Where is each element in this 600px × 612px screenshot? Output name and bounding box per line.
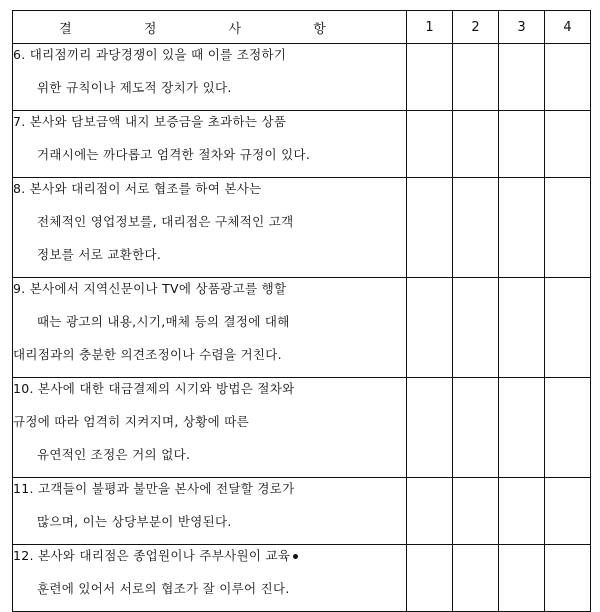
item-text: 때는 광고의 내용,시기,매체 등의 결정에 대해 [37, 314, 290, 329]
item-cell [13, 44, 407, 111]
answer-cell-1[interactable] [407, 278, 453, 378]
survey-sheet [12, 10, 590, 594]
answer-cell-4[interactable] [545, 111, 591, 178]
item-text: 규정에 따라 엄격히 지켜지며, 상황에 따른 [13, 414, 250, 429]
answer-cell-3[interactable] [499, 111, 545, 178]
item-cell [13, 111, 407, 178]
item-text: 정보를 서로 교환한다. [37, 247, 162, 262]
item-text: 7. 본사와 담보금액 내지 보증금을 초과하는 상품 [13, 114, 287, 129]
answer-cell-2[interactable] [453, 178, 499, 278]
survey-table [12, 10, 591, 612]
item-text: 거래시에는 까다롭고 엄격한 절차와 규정이 있다. [37, 147, 311, 162]
table-row [13, 545, 591, 612]
table-row [13, 278, 591, 378]
item-cell [13, 545, 407, 612]
answer-cell-1[interactable] [407, 478, 453, 545]
answer-cell-1[interactable] [407, 178, 453, 278]
answer-cell-1[interactable] [407, 545, 453, 612]
item-text: 전체적인 영업정보를, 대리점은 구체적인 고객 [37, 214, 294, 229]
item-text: 위한 규칙이나 제도적 장치가 있다. [37, 80, 232, 95]
answer-cell-2[interactable] [453, 44, 499, 111]
answer-cell-3[interactable] [499, 545, 545, 612]
header-row [13, 11, 591, 44]
answer-cell-4[interactable] [545, 178, 591, 278]
scale-header-4: 4 [545, 11, 591, 44]
table-row [13, 378, 591, 478]
table-row [13, 111, 591, 178]
item-text: 많으며, 이는 상당부분이 반영된다. [37, 514, 232, 529]
item-text: 대리점과의 충분한 의견조정이나 수렴을 거친다. [13, 347, 282, 362]
answer-cell-2[interactable] [453, 111, 499, 178]
answer-cell-2[interactable] [453, 478, 499, 545]
answer-cell-1[interactable] [407, 378, 453, 478]
scale-header-3: 3 [499, 11, 545, 44]
answer-cell-2[interactable] [453, 545, 499, 612]
answer-cell-4[interactable] [545, 545, 591, 612]
item-cell [13, 478, 407, 545]
bullet-dot-icon [293, 554, 298, 559]
answer-cell-4[interactable] [545, 278, 591, 378]
item-text: 12. 본사와 대리점은 종업원이나 주부사원이 교육 [13, 548, 291, 563]
item-text: 훈련에 있어서 서로의 협조가 잘 이루어 진다. [37, 581, 290, 596]
item-text: 10. 본사에 대한 대금결제의 시기와 방법은 절차와 [13, 381, 295, 396]
item-cell [13, 378, 407, 478]
scale-header-1: 1 [407, 11, 453, 44]
item-cell [13, 178, 407, 278]
item-text: 9. 본사에서 지역신문이나 TV에 상품광고를 행할 [13, 281, 287, 296]
item-column-header: 결 정 사 항 [13, 11, 407, 44]
scale-header-2: 2 [453, 11, 499, 44]
item-text: 11. 고객들이 불평과 불만을 본사에 전달할 경로가 [13, 481, 295, 496]
table-row [13, 478, 591, 545]
answer-cell-1[interactable] [407, 111, 453, 178]
item-text: 6. 대리점끼리 과당경쟁이 있을 때 이를 조정하기 [13, 47, 287, 62]
answer-cell-4[interactable] [545, 44, 591, 111]
answer-cell-3[interactable] [499, 478, 545, 545]
item-text: 8. 본사와 대리점이 서로 협조를 하여 본사는 [13, 181, 262, 196]
answer-cell-3[interactable] [499, 278, 545, 378]
table-row [13, 178, 591, 278]
answer-cell-1[interactable] [407, 44, 453, 111]
item-text: 유연적인 조정은 거의 없다. [37, 447, 191, 462]
item-cell [13, 278, 407, 378]
answer-cell-2[interactable] [453, 278, 499, 378]
answer-cell-3[interactable] [499, 378, 545, 478]
answer-cell-4[interactable] [545, 478, 591, 545]
answer-cell-4[interactable] [545, 378, 591, 478]
answer-cell-3[interactable] [499, 44, 545, 111]
item-text-wrap [13, 545, 406, 578]
answer-cell-2[interactable] [453, 378, 499, 478]
table-row [13, 44, 591, 111]
answer-cell-3[interactable] [499, 178, 545, 278]
